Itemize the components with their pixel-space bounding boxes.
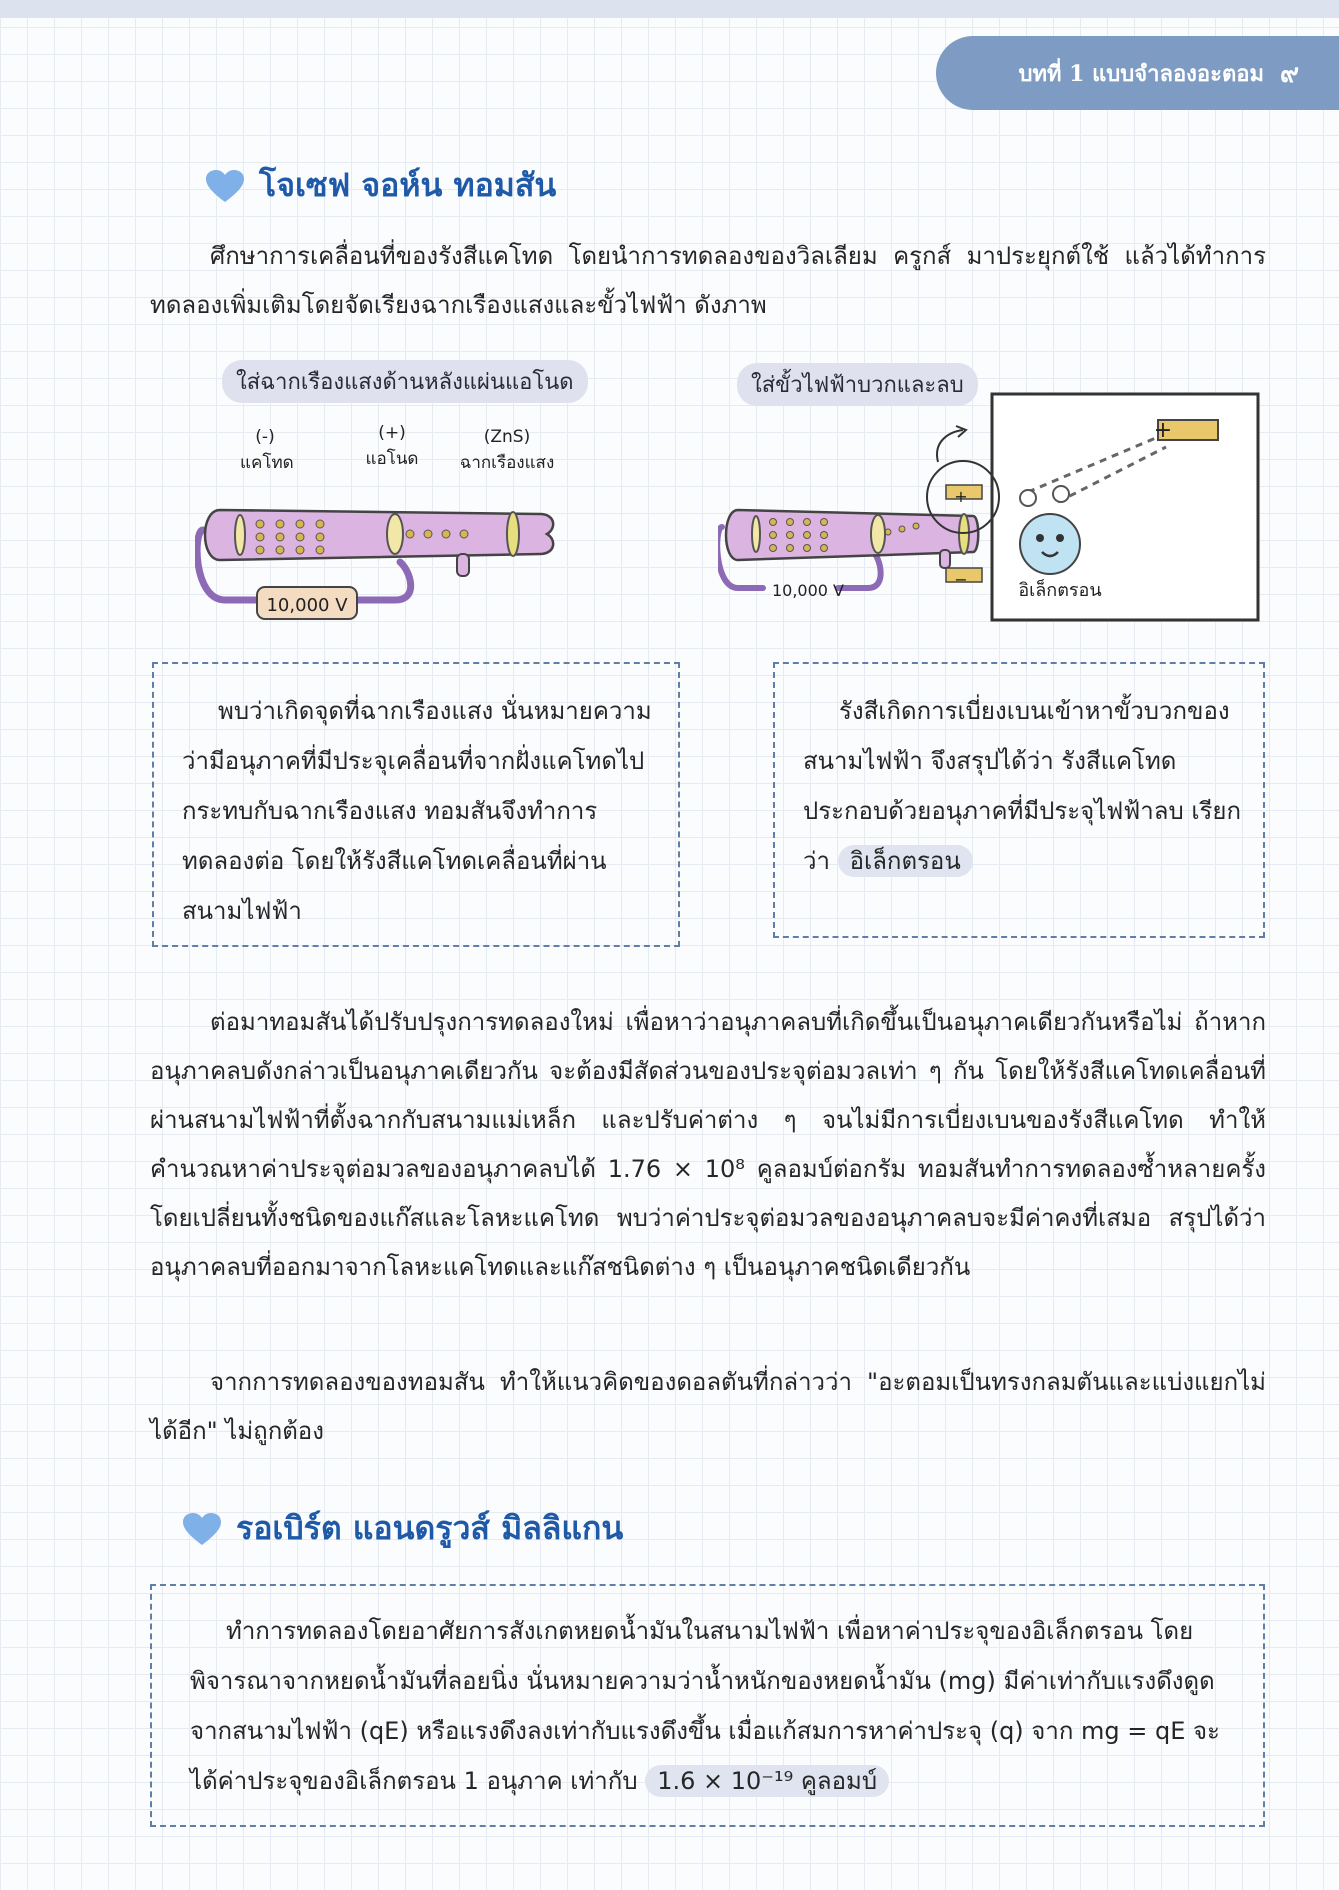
dalton-text: จากการทดลองของทอมสัน ทำให้แนวคิดของดอลตันที่กล่าวว่า "อะตอมเป็นทรงกลมตันและแบ่งแยกไม่ได้อีก" ไม่ถูกต้อง	[150, 1368, 1266, 1445]
cathode-sign: (-)	[255, 427, 275, 447]
electron-highlight: อิเล็กตรอน	[838, 845, 973, 877]
heart-icon	[205, 169, 245, 203]
electron-charge-highlight: 1.6 × 10⁻¹⁹ คูลอมบ์	[645, 1765, 889, 1797]
section-heading-millikan	[182, 1503, 623, 1554]
anode-text: แอโนด	[365, 449, 419, 469]
cathode-ray-tube-diagram	[195, 490, 565, 630]
chapter-tab	[936, 36, 1339, 110]
screen-formula: (ZnS)	[483, 427, 531, 447]
electron-label: อิเล็กตรอน	[1018, 580, 1102, 601]
diagram-left-caption: ใส่ฉากเรืองแสงด้านหลังแผ่นแอโนด	[222, 360, 588, 403]
plus-plate-sign: +	[1153, 418, 1173, 443]
diagram-right-caption: ใส่ขั้วไฟฟ้าบวกและลบ	[737, 363, 978, 406]
screen-label	[452, 424, 562, 476]
small-minus-sign: −	[954, 570, 968, 589]
thomson-paragraph	[150, 998, 1266, 1292]
heart-icon	[182, 1512, 222, 1546]
result-box-right	[773, 662, 1265, 938]
cathode-text: แคโทด	[240, 453, 294, 473]
top-border	[0, 0, 1339, 18]
screen-text: ฉากเรืองแสง	[459, 453, 555, 473]
section-title: โจเซฟ จอห์น ทอมสัน	[259, 166, 557, 204]
intro-paragraph	[150, 232, 1266, 330]
result-box-left	[152, 662, 680, 947]
thomson-text-a: ต่อมาทอมสันได้ปรับปรุงการทดลองใหม่ เพื่อหาว่าอนุภาคลบที่เกิดขึ้นเป็นอนุภาคเดียวกันหรือไม่ ถ้าหากอนุภาคลบดังกล่าวเป็นอนุภาคเดียวกัน จะต้องมีสัดส่วนของประจุต่อมวลเท่า ๆ กัน โดยให้รังสีแคโทดเคลื่อนที่ผ่านสนามไฟฟ้าที่ตั้งฉากกับสนามแม่เหล็ก และปรับค่าต่าง ๆ จนไม่มีการเบี่ยงเบนของรังสีแคโทด ทำให้คำนวณหาค่าประจุต่อมวลของอนุภาคลบได้	[150, 1008, 1266, 1183]
small-plus-sign: +	[954, 487, 968, 506]
voltage-left: 10,000 V	[266, 595, 348, 616]
section-heading-thomson	[205, 160, 556, 211]
millikan-text: ทำการทดลองโดยอาศัยการสังเกตหยดน้ำมันในสนามไฟฟ้า เพื่อหาค่าประจุของอิเล็กตรอน โดยพิจารณาจากหยดน้ำมันที่ลอยนิ่ง นั่นหมายความว่าน้ำหนักของหยดน้ำมัน (mg) มีค่าเท่ากับแรงดึงดูดจากสนามไฟฟ้า (qE) หรือแรงดึงลงเท่ากับแรงดึงขึ้น เมื่อแก้สมการหาค่าประจุ (q) จาก mg = qE จะได้ค่าประจุของอิเล็กตรอน 1 อนุภาค เท่ากับ	[190, 1617, 1220, 1795]
voltage-right: 10,000 V	[771, 581, 844, 600]
page-number: ๙	[1279, 58, 1299, 89]
chapter-title: บทที่ 1 แบบจำลองอะตอม	[1018, 60, 1264, 87]
dalton-paragraph	[150, 1358, 1266, 1456]
cathode-label	[240, 424, 294, 476]
thomson-text-b: คูลอมบ์ต่อกรัม ทอมสันทำการทดลองซ้ำหลายครั้งโดยเปลี่ยนทั้งชนิดของแก๊สและโลหะแคโทด พบว่าค่าประจุต่อมวลของอนุภาคลบจะมีค่าคงที่เสมอ สรุปได้ว่าอนุภาคลบที่ออกมาจากโลหะแคโทดและแก๊สชนิดต่าง ๆ เป็นอนุภาคชนิดเดียวกัน	[150, 1155, 1267, 1281]
anode-sign: (+)	[378, 423, 406, 443]
intro-text: ศึกษาการเคลื่อนที่ของรังสีแคโทด โดยนำการทดลองของวิลเลียม ครูกส์ มาประยุกต์ใช้ แล้วได้ทำการทดลองเพิ่มเติมโดยจัดเรียงฉากเรืองแสงและขั้วไฟฟ้า ดังภาพ	[150, 242, 1266, 319]
anode-label	[362, 420, 422, 472]
charge-to-mass-value: 1.76 × 10⁸	[607, 1155, 745, 1183]
result-left-text: พบว่าเกิดจุดที่ฉากเรืองแสง นั่นหมายความว่ามีอนุภาคที่มีประจุเคลื่อนที่จากฝั่งแคโทดไปกระทบกับฉากเรืองแสง ทอมสันจึงทำการทดลองต่อ โดยให้รังสีแคโทดเคลื่อนที่ผ่านสนามไฟฟ้า	[182, 697, 652, 925]
result-right-text: รังสีเกิดการเบี่ยงเบนเข้าหาขั้วบวกของสนามไฟฟ้า จึงสรุปได้ว่า รังสีแคโทดประกอบด้วยอนุภาคที่มีประจุไฟฟ้าลบ เรียกว่า	[803, 697, 1241, 875]
millikan-box	[150, 1584, 1265, 1827]
section-title-2: รอเบิร์ต แอนดรูวส์ มิลลิแกน	[236, 1509, 624, 1547]
